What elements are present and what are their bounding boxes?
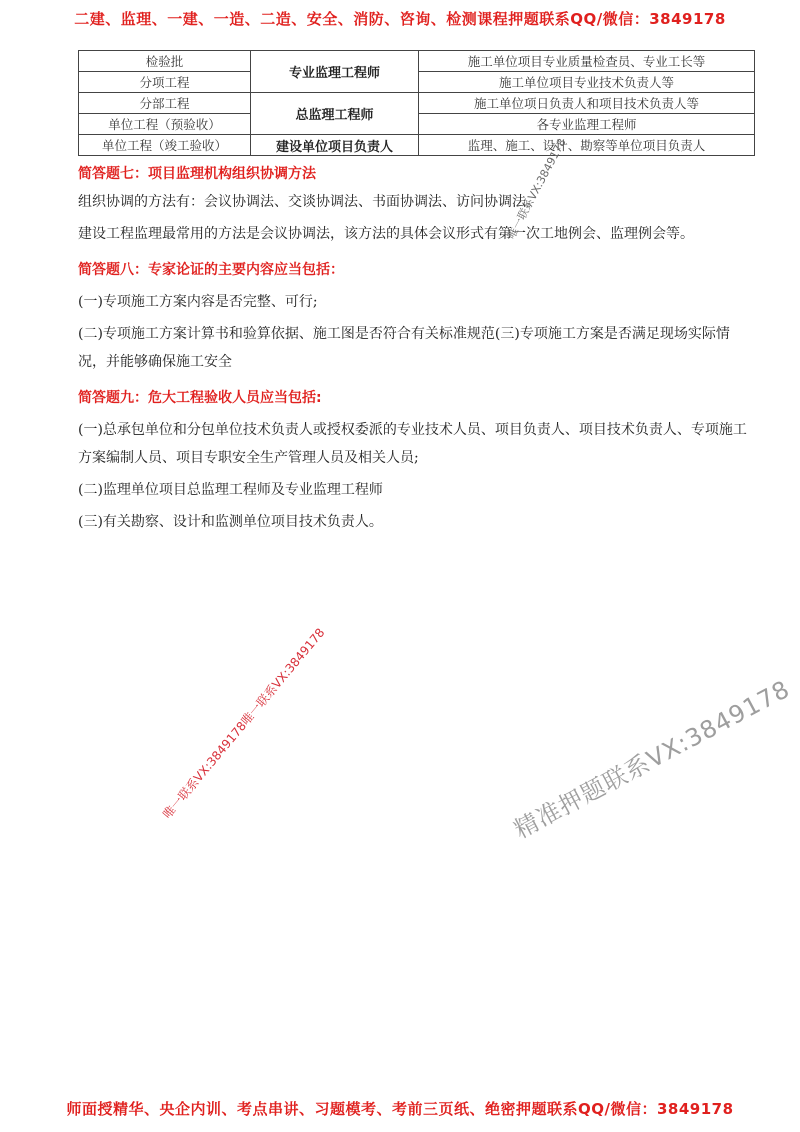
table-row: [79, 51, 755, 72]
section-paragraph: 组织协调的方法有：会议协调法、交谈协调法、书面协调法、访问协调法。: [78, 194, 540, 210]
table-merged-cell: 总监理工程师: [251, 93, 419, 135]
section-nine: [78, 384, 754, 536]
table-cell: 建设单位项目负责人: [251, 135, 419, 156]
table-cell: 施工单位项目专业技术负责人等: [419, 72, 755, 93]
section-title: 简答题七：项目监理机构组织协调方法: [78, 166, 316, 182]
document-body: [78, 160, 754, 544]
section-paragraph: (一)总承包单位和分包单位技术负责人或授权委派的专业技术人员、项目负责人、项目技术负责人、专项施工方案编制人员、项目专职安全生产管理人员及相关人员;: [78, 422, 747, 466]
table-cell: 单位工程（预验收）: [79, 114, 251, 135]
section-eight: [78, 256, 754, 376]
acceptance-table: [78, 50, 755, 156]
table-cell: 各专业监理工程师: [419, 114, 755, 135]
watermark-large: 精准押题联系VX:3849178: [509, 674, 795, 845]
section-paragraph: (三)有关勘察、设计和监测单位项目技术负责人。: [78, 514, 383, 530]
watermark-red: 唯一联系VX:3849178唯一联系VX:3849178: [160, 625, 328, 822]
section-seven: [78, 160, 754, 248]
table-cell: 单位工程（竣工验收）: [79, 135, 251, 156]
table-merged-cell: 专业监理工程师: [251, 51, 419, 93]
table-row: [79, 135, 755, 156]
table-row: [79, 93, 755, 114]
section-paragraph: (一)专项施工方案内容是否完整、可行;: [78, 294, 318, 310]
header-banner: 二建、监理、一建、一造、二造、安全、消防、咨询、检测课程押题联系QQ/微信：3849178: [74, 10, 726, 28]
section-paragraph: 建设工程监理最常用的方法是会议协调法，该方法的具体会议形式有第一次工地例会、监理例会等。: [78, 226, 694, 242]
section-paragraph: (二)专项施工方案计算书和验算依据、施工图是否符合有关标准规范(三)专项施工方案是否满足现场实际情况，并能够确保施工安全: [78, 326, 730, 370]
table-cell: 分项工程: [79, 72, 251, 93]
table-cell: 检验批: [79, 51, 251, 72]
table-cell: 施工单位项目专业质量检查员、专业工长等: [419, 51, 755, 72]
table-cell: 分部工程: [79, 93, 251, 114]
table-cell: 施工单位项日负责人和项目技术负责人等: [419, 93, 755, 114]
section-title: 简答题八：专家论证的主要内容应当包括：: [78, 262, 344, 278]
section-paragraph: (二)监理单位项目总监理工程师及专业监理工程师: [78, 482, 383, 498]
watermark-small: 唯一联系VX:3849178: [504, 136, 569, 242]
table-cell: 监理、施工、设计、勘察等单位项目负责人: [419, 135, 755, 156]
section-title: 简答题九：危大工程验收人员应当包括:: [78, 390, 322, 406]
footer-banner: 师面授精华、央企内训、考点串讲、习题模考、考前三页纸、绝密押题联系QQ/微信：3849178: [66, 1100, 734, 1118]
